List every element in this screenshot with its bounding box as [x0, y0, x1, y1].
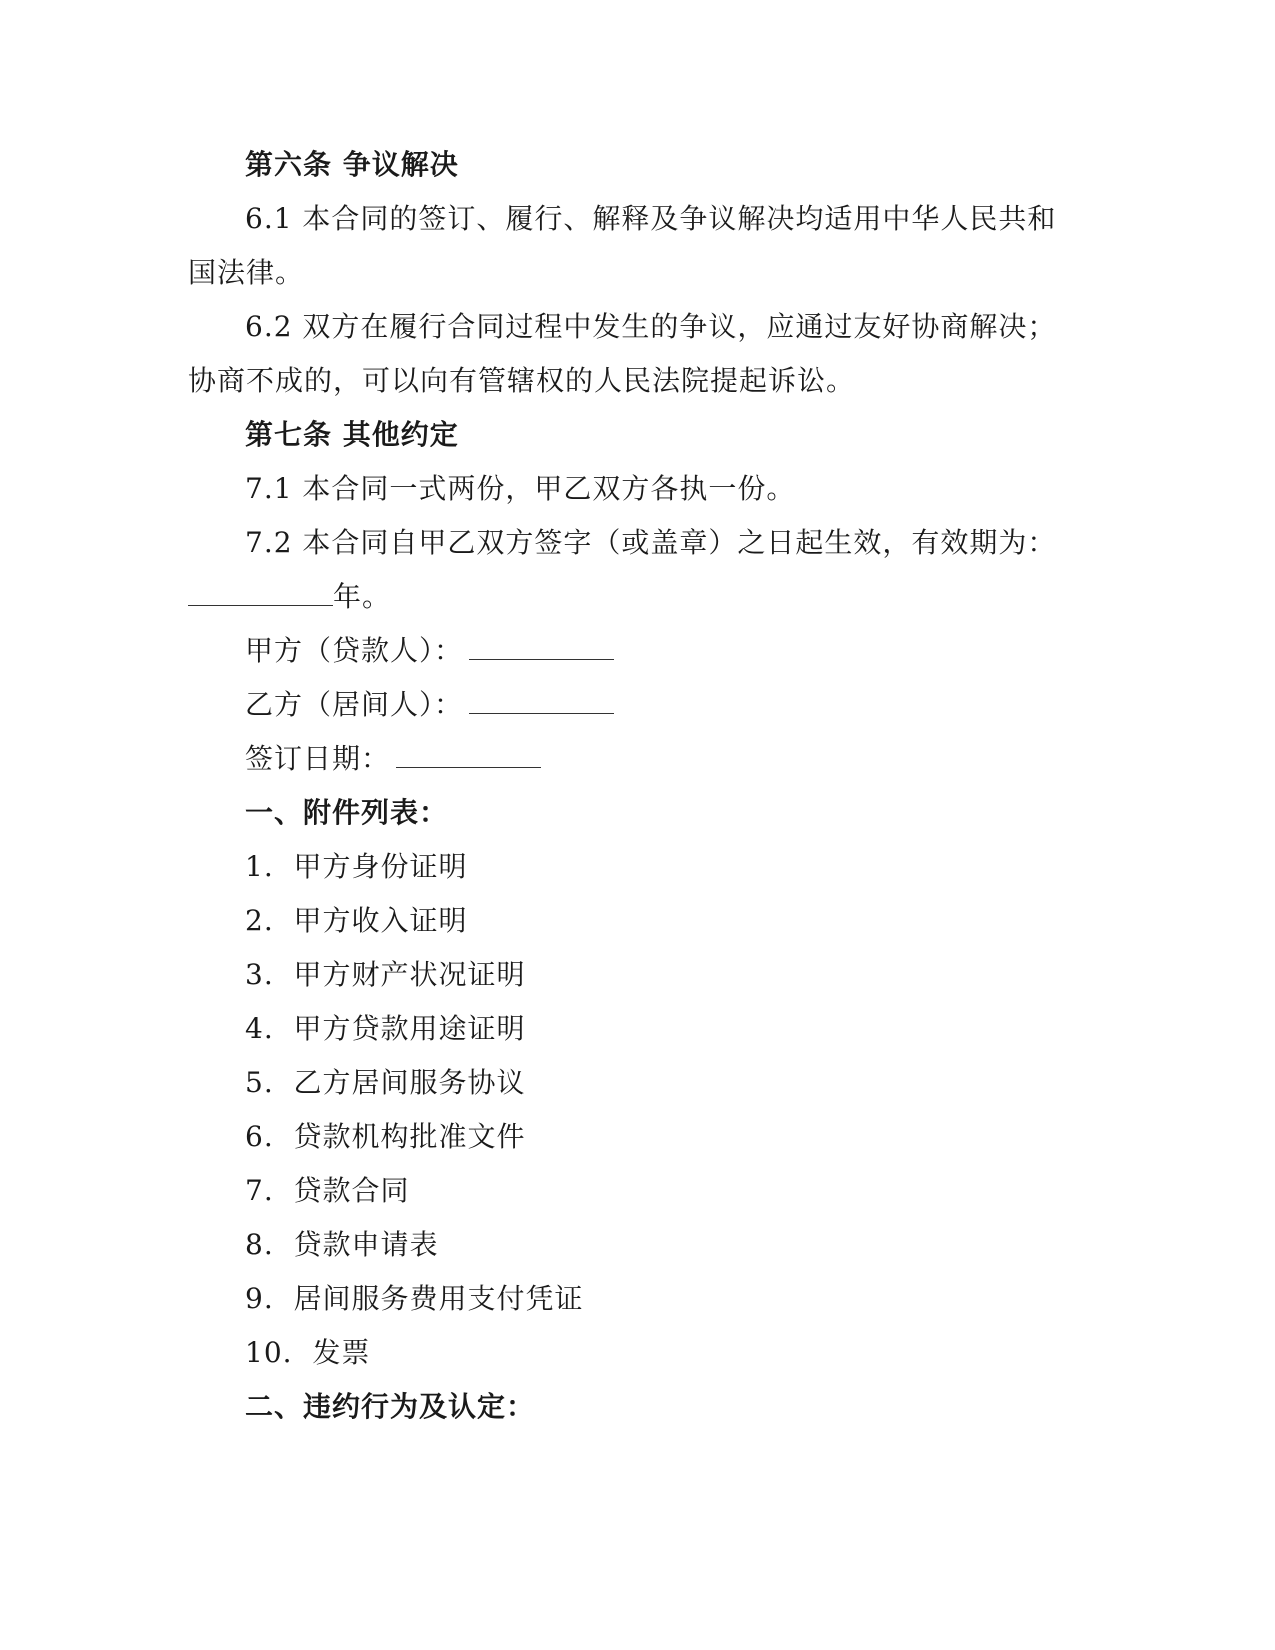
party-a-signature-line	[245, 631, 614, 671]
article7-clause2-line2	[188, 577, 391, 617]
party-b-signature-blank[interactable]	[469, 685, 614, 714]
list-item	[245, 1063, 526, 1103]
list-item-text: 贷款合同	[293, 1174, 410, 1207]
sign-date-blank[interactable]	[396, 739, 541, 768]
sign-date-label: 签订日期：	[245, 742, 391, 775]
party-a-signature-blank[interactable]	[469, 631, 614, 660]
list-item	[245, 1225, 439, 1265]
list-item-number: 10.	[245, 1336, 293, 1369]
breach-heading: 二、违约行为及认定：	[245, 1390, 536, 1423]
list-item-number: 4.	[245, 1012, 274, 1045]
article6-clause2-line1: 6.2 双方在履行合同过程中发生的争议，应通过友好协商解决；	[245, 310, 1057, 343]
party-a-label: 甲方（贷款人）：	[245, 634, 464, 667]
sign-date-line	[245, 739, 541, 779]
list-item	[245, 847, 468, 887]
list-item	[245, 1117, 526, 1157]
article6-heading: 第六条 争议解决	[245, 148, 459, 181]
list-item	[245, 1171, 410, 1211]
list-item	[245, 1333, 370, 1373]
article7-heading: 第七条 其他约定	[245, 418, 459, 451]
list-item-number: 2.	[245, 904, 274, 937]
list-item-number: 9.	[245, 1282, 274, 1315]
validity-years-suffix: 年。	[333, 580, 392, 613]
article6-clause1-line2: 国法律。	[188, 256, 305, 289]
list-item	[245, 1009, 526, 1049]
article7-clause2-line1: 7.2 本合同自甲乙双方签字（或盖章）之日起生效，有效期为：	[245, 526, 1057, 559]
list-item-number: 7.	[245, 1174, 274, 1207]
party-b-signature-line	[245, 685, 614, 725]
party-b-label: 乙方（居间人）：	[245, 688, 464, 721]
article7-clause1: 7.1 本合同一式两份，甲乙双方各执一份。	[245, 472, 796, 505]
list-item-text: 居间服务费用支付凭证	[293, 1282, 584, 1315]
list-item	[245, 1279, 584, 1319]
list-item-text: 甲方贷款用途证明	[293, 1012, 526, 1045]
list-item-text: 甲方收入证明	[293, 904, 468, 937]
list-item	[245, 955, 526, 995]
list-item-text: 发票	[312, 1336, 371, 1369]
list-item-number: 6.	[245, 1120, 274, 1153]
list-item	[245, 901, 468, 941]
list-item-number: 1.	[245, 850, 274, 883]
list-item-text: 甲方身份证明	[293, 850, 468, 883]
article6-clause1-line1: 6.1 本合同的签订、履行、解释及争议解决均适用中华人民共和	[245, 202, 1057, 235]
list-item-text: 贷款机构批准文件	[293, 1120, 526, 1153]
attachments-heading: 一、附件列表：	[245, 796, 449, 829]
article6-clause2-line2: 协商不成的，可以向有管辖权的人民法院提起诉讼。	[188, 364, 856, 397]
validity-years-blank[interactable]	[188, 577, 333, 606]
list-item-number: 3.	[245, 958, 274, 991]
list-item-text: 乙方居间服务协议	[293, 1066, 526, 1099]
list-item-text: 贷款申请表	[293, 1228, 439, 1261]
list-item-text: 甲方财产状况证明	[293, 958, 526, 991]
list-item-number: 8.	[245, 1228, 274, 1261]
list-item-number: 5.	[245, 1066, 274, 1099]
